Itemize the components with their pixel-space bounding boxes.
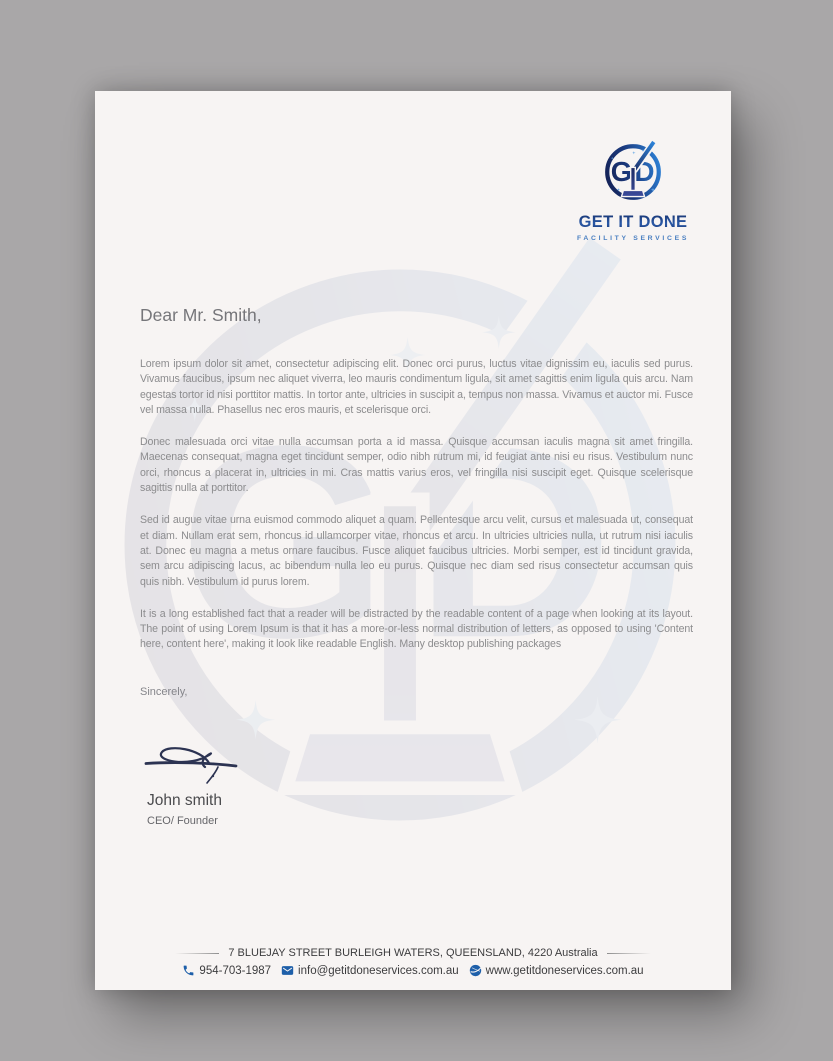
letter-page [95, 91, 731, 990]
signer-name: John smith [147, 792, 222, 809]
divider-right [607, 953, 651, 954]
closing: Sincerely, [140, 686, 188, 698]
paragraph-4: It is a long established fact that a reader will be distracted by the readable content of a page when looking at its layout. The point of using Lorem Ipsum is that it has a more-or-less normal distribution of letters, as opposed to using 'Content here, content here', making it look like readable English. Many desktop publishing packages [140, 607, 693, 651]
letter-footer [95, 947, 731, 977]
website-url: www.getitdoneservices.com.au [485, 964, 644, 977]
paragraph-1: Lorem ipsum dolor sit amet, consectetur adipiscing elit. Donec orci purus, luctus vitae dignissim eu, iaculis sed purus. Vivamus faucibus, ipsum nec aliquet viverra, leo mauris condimentum ligula, sit amet sagittis enim ligula quis arcu. Nam egestas tortor id nisi porttitor mattis. In tortor ante, ultricies in suscipit a, tempus non massa. Vivamus et auctor mi. Fusce vel massa nulla. Phasellus nec eros mauris, et scelerisque orci. [140, 358, 693, 416]
company-tagline: FACILITY SERVICES [576, 235, 690, 242]
phone-contact [182, 964, 271, 977]
email-address: info@getitdoneservices.com.au [298, 964, 459, 977]
phone-number: 954-703-1987 [199, 964, 272, 977]
paragraph-2: Donec malesuada orci vitae nulla accumsan porta a id massa. Quisque accumsan iaculis magna sit amet fringilla. Maecenas consequat, magna eget tincidunt semper, odio nibh rutrum mi, id feugiat ante nisi eu risus. Vestibulum nunc orci, rhoncus a placerat in, ultricies in mi. Cras mattis varius eros, vel fringilla nisi suscipit eget. Quisque scelerisque sagittis nulla at porttitor. [140, 436, 693, 495]
email-contact [281, 964, 459, 977]
signature-icon [141, 733, 241, 791]
salutation: Dear Mr. Smith, [140, 305, 262, 325]
get-it-done-emblem-icon [593, 133, 673, 211]
address-text: 7 BLUEJAY STREET BURLEIGH WATERS, QUEENSLAND, 4220 Australia [228, 947, 598, 959]
globe-icon [469, 964, 482, 977]
letter-body [140, 305, 693, 670]
signer-title: CEO/ Founder [147, 815, 218, 827]
paragraph-3: Sed id augue vitae urna euismod commodo aliquet a quam. Pellentesque arcu velit, cursus et malesuada ut, consequat et diam. Nullam erat sem, rhoncus id ullamcorper vitae, rhoncus et arcu. In ultricies ultricies nulla, ut rutrum nisi iaculis at. Donec eu magna a metus ornare faucibus. Fusce aliquet faucibus ultricies. Morbi semper, est id tincidunt gravida, sem arcu adipiscing lacus, ac bibendum nulla leo eu purus. Quisque nec diam sed risus consectetur accumsan quis quis nibh. Vestibulum id purus lorem. [140, 514, 693, 588]
phone-icon [182, 964, 195, 977]
divider-left [175, 953, 219, 954]
email-icon [281, 964, 294, 977]
address-row [175, 947, 650, 959]
contact-row [182, 964, 643, 977]
company-name: GET IT DONE [578, 213, 688, 231]
company-logo [553, 133, 713, 242]
website-contact [469, 964, 644, 977]
